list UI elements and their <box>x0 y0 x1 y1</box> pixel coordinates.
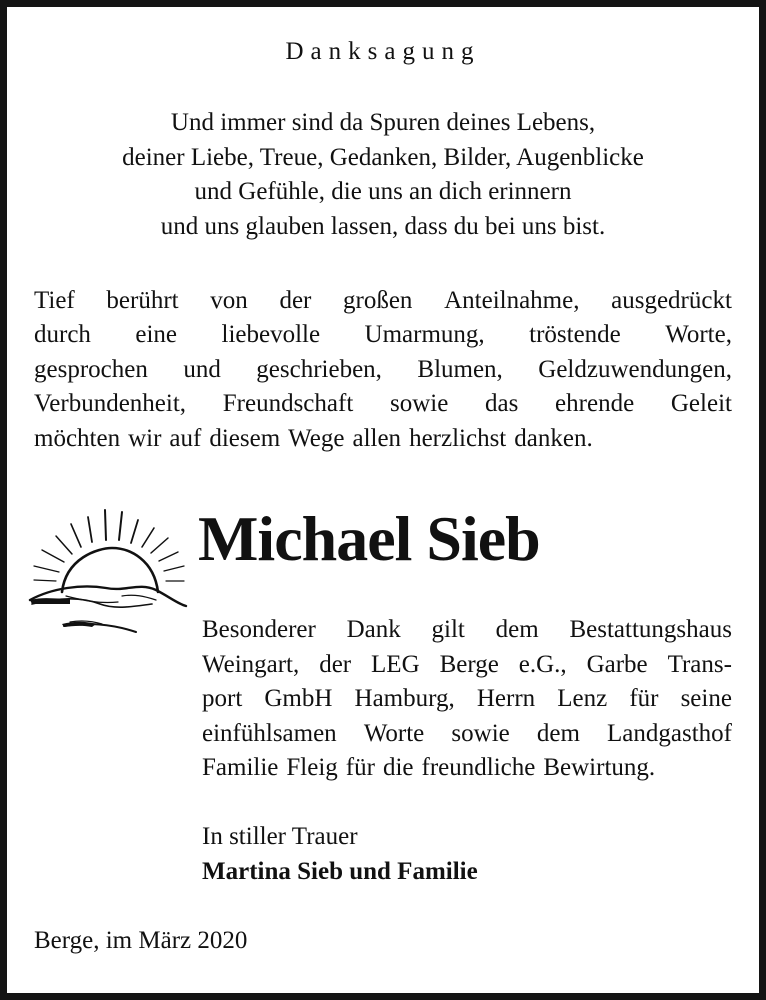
word: wir <box>128 424 162 452</box>
special-thanks-line <box>202 648 732 683</box>
word: Umarmung, <box>364 321 485 349</box>
word: möchten <box>34 424 121 452</box>
word: Geleit <box>670 390 732 418</box>
word: sowie <box>389 390 449 418</box>
word: durch <box>34 321 91 349</box>
word: gesprochen <box>34 355 148 383</box>
word: Verbundenheit, <box>34 390 187 418</box>
special-thanks-line <box>202 682 732 717</box>
word: herzlichst <box>409 424 507 452</box>
mourners-signature: Martina Sieb und Familie <box>202 858 478 885</box>
word: Bestattungshaus <box>569 616 732 643</box>
word: liebevolle <box>221 321 321 349</box>
thanks-line <box>34 284 732 318</box>
thanks-paragraph <box>34 284 732 456</box>
word: sowie <box>451 719 510 747</box>
word: die <box>382 754 414 782</box>
word: LEG <box>371 650 420 678</box>
word: Geldzuwendungen, <box>538 355 732 383</box>
sunset-over-hills-icon <box>26 500 188 642</box>
word: der <box>319 650 352 678</box>
special-thanks-paragraph <box>202 613 732 786</box>
place-and-date: Berge, im März 2020 <box>34 927 248 954</box>
word: Blumen, <box>417 355 503 383</box>
word: Landgasthof <box>607 719 732 747</box>
word: Dank <box>346 616 401 643</box>
word: dem <box>495 616 539 643</box>
word: dem <box>536 719 580 747</box>
word: allen <box>352 424 402 452</box>
word: eine <box>135 321 178 349</box>
word: Familie <box>202 754 279 782</box>
thanks-line <box>34 387 732 421</box>
word: das <box>485 390 519 418</box>
notice-heading: Danksagung <box>285 38 481 65</box>
poem-line: deiner Liebe, Treue, Gedanken, Bilder, Augenblicke <box>122 143 644 171</box>
word: port <box>202 685 243 713</box>
deceased-name: Michael Sieb <box>198 503 540 574</box>
word: der <box>279 287 312 314</box>
word: Bewirtung. <box>543 754 656 782</box>
word: GmbH <box>264 685 333 713</box>
word: Worte, <box>665 321 732 349</box>
word: Trans- <box>667 650 732 678</box>
word: geschrieben, <box>256 355 382 383</box>
word: ausgedrückt <box>611 287 732 314</box>
poem-line: Und immer sind da Spuren deines Lebens, <box>170 109 596 136</box>
word: von <box>210 287 248 314</box>
word: diesem <box>209 424 281 452</box>
thanks-line <box>34 353 732 387</box>
word: berührt <box>106 287 179 314</box>
mourning-label: In stiller Trauer <box>202 823 358 850</box>
word: seine <box>680 685 732 713</box>
word: Hamburg, <box>354 685 455 713</box>
word: großen <box>343 287 413 314</box>
word: Besonderer <box>202 616 316 643</box>
word: tröstende <box>529 321 621 349</box>
memorial-poem <box>0 106 766 244</box>
special-thanks-line <box>202 751 732 786</box>
special-thanks-line <box>202 717 732 752</box>
word: Anteilnahme, <box>444 287 580 314</box>
word: für <box>345 754 375 782</box>
word: e.G., <box>518 650 567 678</box>
thanks-line <box>34 318 732 352</box>
word: Weingart, <box>202 650 300 678</box>
word: einfühlsamen <box>202 719 337 747</box>
word: ehrende <box>555 390 635 418</box>
word: Berge <box>439 650 499 678</box>
word: Worte <box>363 719 425 747</box>
word: gilt <box>431 616 465 643</box>
word: Fleig <box>286 754 338 782</box>
word: danken. <box>514 424 593 452</box>
thanks-line <box>34 422 732 456</box>
poem-line: und Gefühle, die uns an dich erinnern <box>194 178 572 205</box>
word: Lenz <box>557 685 608 713</box>
word: und <box>183 355 221 383</box>
word: Herrn <box>476 685 536 713</box>
word: Garbe <box>586 650 648 678</box>
word: freundliche <box>421 754 536 782</box>
word: Freundschaft <box>222 390 354 418</box>
poem-line: und uns glauben lassen, dass du bei uns bist. <box>160 212 606 240</box>
word: Tief <box>34 287 75 314</box>
word: auf <box>169 424 202 452</box>
word: Wege <box>288 424 345 452</box>
word: für <box>629 685 659 713</box>
special-thanks-line <box>202 613 732 648</box>
